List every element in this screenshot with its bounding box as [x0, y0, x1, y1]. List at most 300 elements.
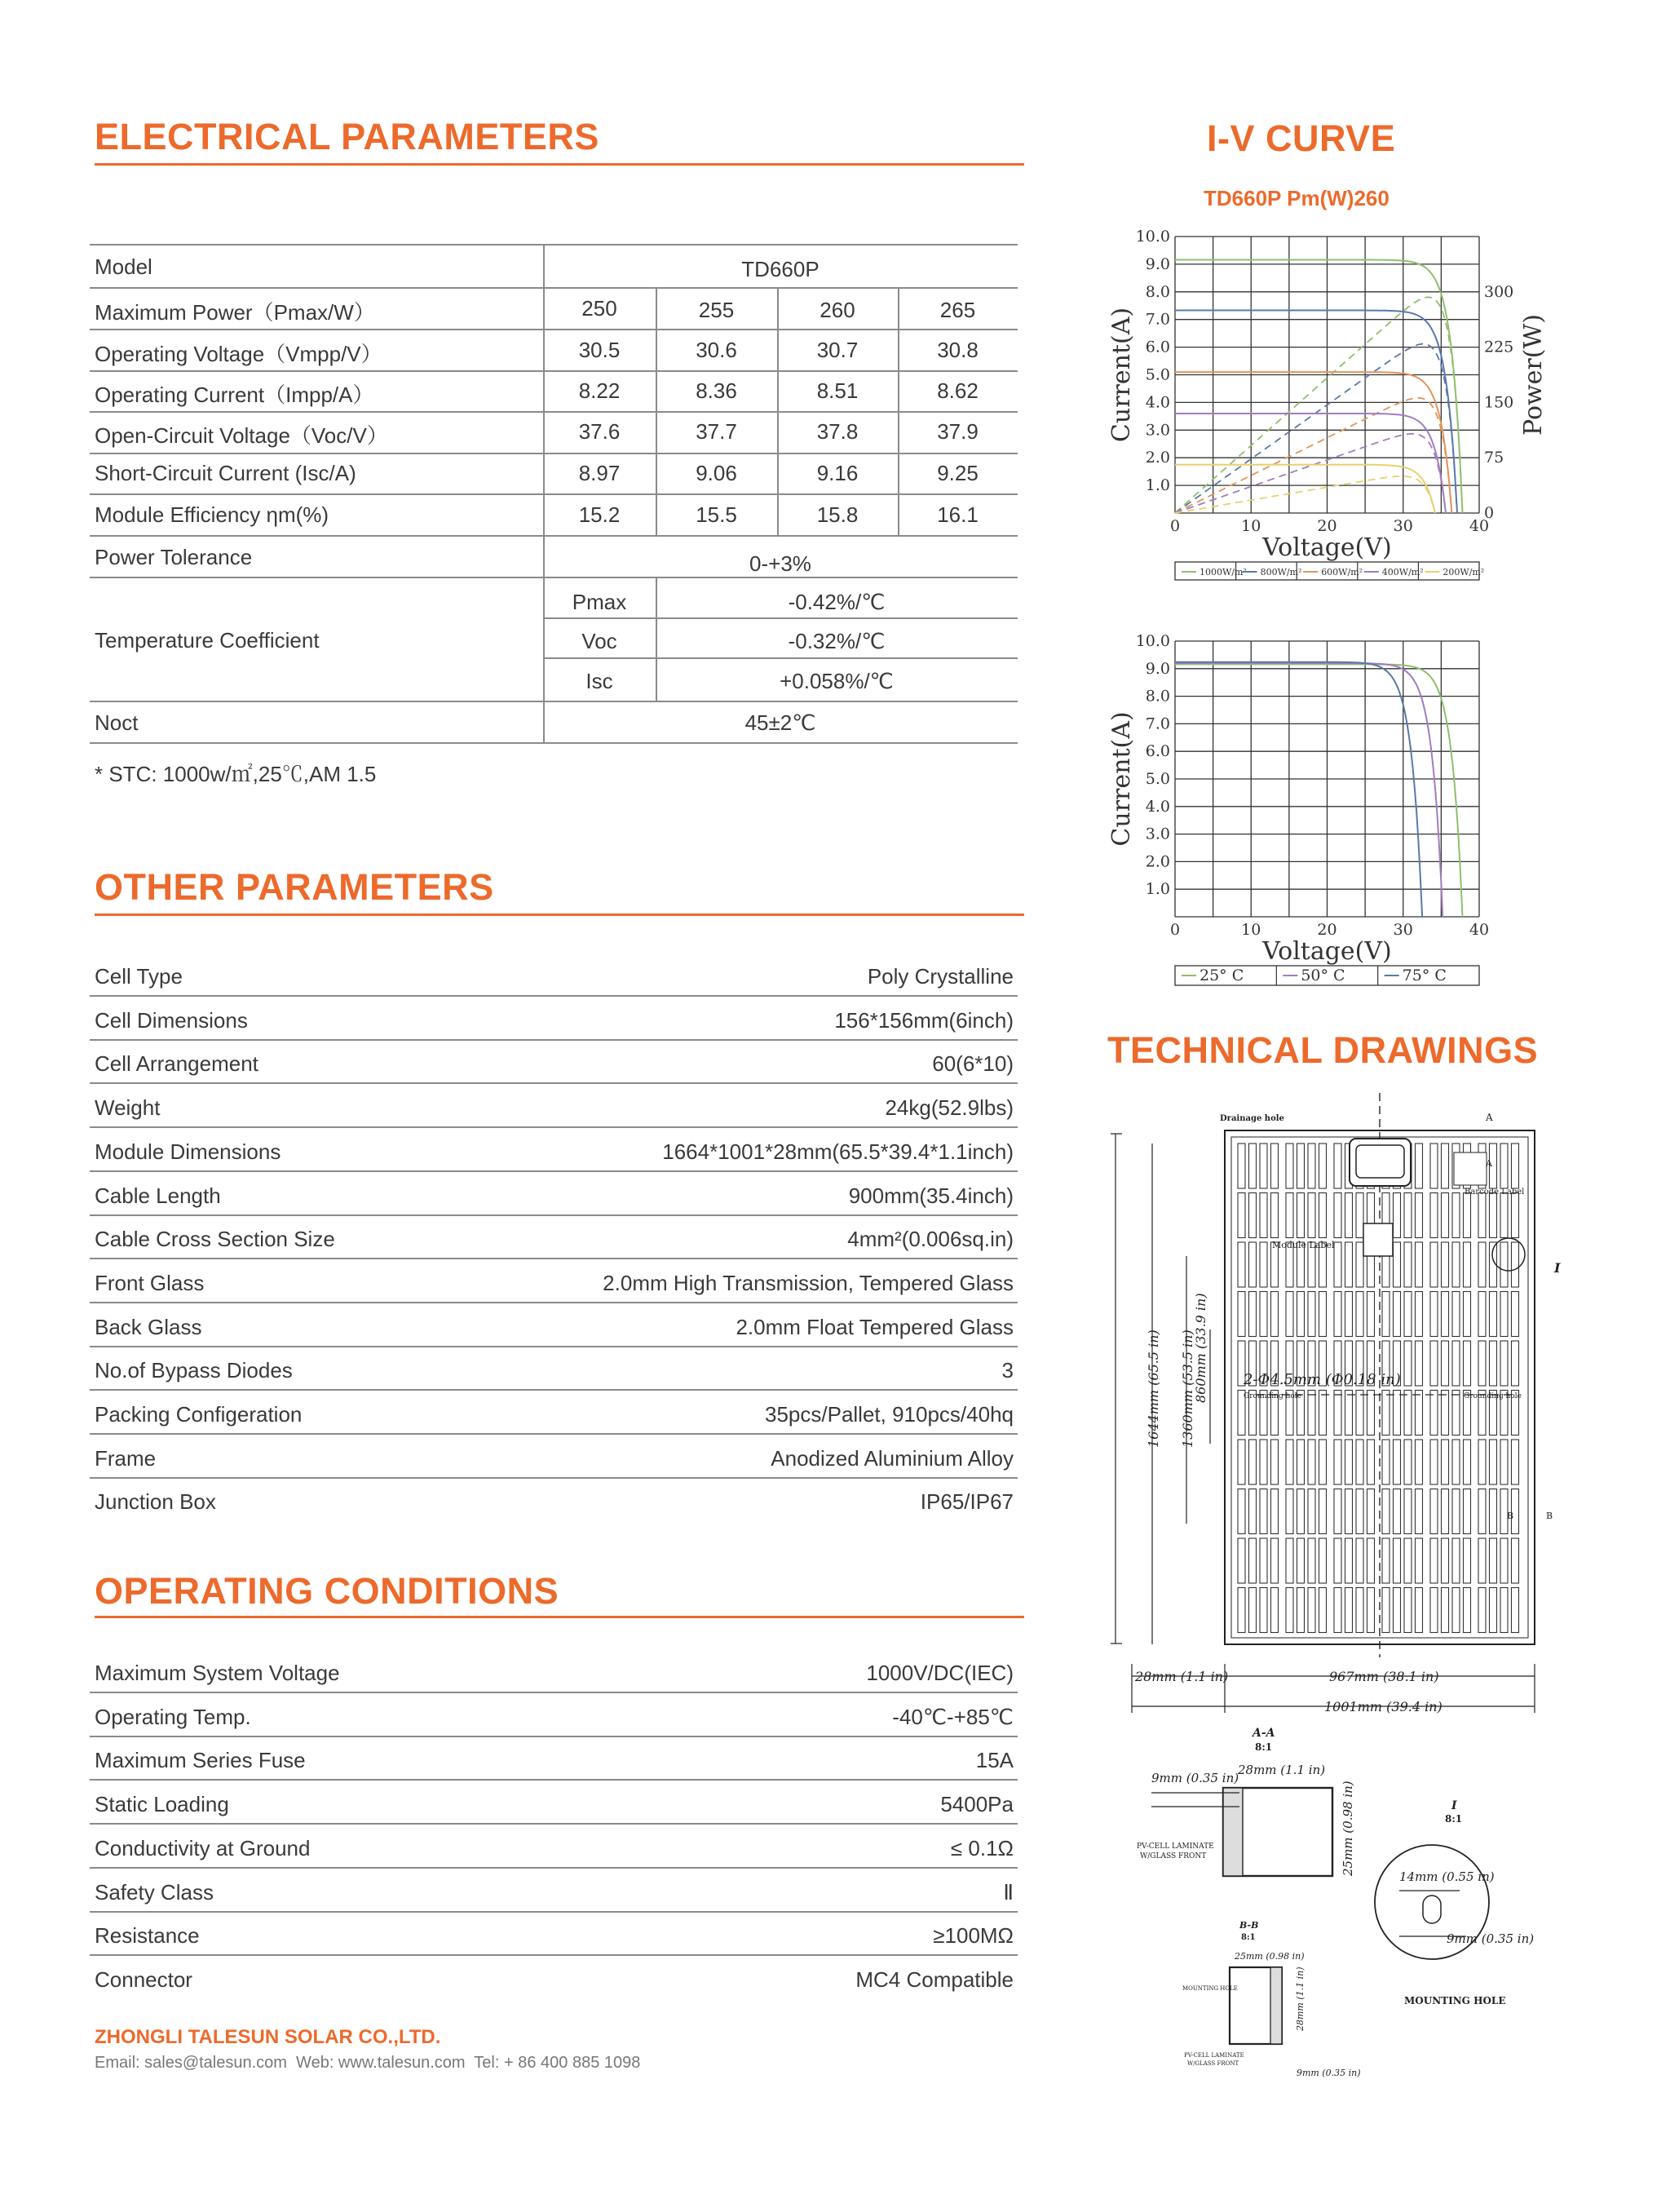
model-value: TD660P — [741, 257, 820, 281]
y-tick-label: 5.0 — [1145, 770, 1170, 788]
param-value: ≤ 0.1Ω — [950, 1835, 1014, 1860]
cell-value: 37.6 — [578, 419, 621, 444]
cell-strip — [1500, 1588, 1508, 1633]
y-tick-label: 8.0 — [1145, 687, 1170, 706]
cell-strip — [1394, 1588, 1401, 1633]
cell-strip — [1394, 1538, 1401, 1583]
cell-strip — [1297, 1292, 1305, 1337]
dim-label: 28mm (1.1 in) — [1135, 1669, 1229, 1684]
y-tick-label: 4.0 — [1145, 797, 1170, 816]
annotation: Module Label — [1272, 1240, 1335, 1250]
cell-strip — [1271, 1588, 1279, 1633]
param-value: 2.0mm Float Tempered Glass — [736, 1314, 1014, 1339]
cell-strip — [1452, 1292, 1460, 1337]
cell-strip — [1500, 1341, 1508, 1386]
row-rule — [90, 1736, 1018, 1737]
cell-strip — [1464, 1588, 1471, 1633]
row-label: Module Efficiency ηm(%) — [95, 502, 329, 527]
cell-strip — [1452, 1440, 1460, 1484]
legend-label-2: 75° C — [1402, 967, 1447, 984]
annotation: W/GLASS FRONT — [1187, 2060, 1239, 2067]
param-label: No.of Bypass Diodes — [95, 1358, 293, 1383]
x-axis-label: Voltage(V) — [1262, 533, 1392, 562]
cell-strip — [1500, 1242, 1508, 1287]
annotation: MOUNTING HOLE — [1182, 1985, 1238, 1992]
cell-value: 8.62 — [937, 378, 979, 403]
y2-tick-label: 0 — [1484, 504, 1495, 522]
row-rule — [90, 1779, 1018, 1781]
cell-strip — [1500, 1538, 1508, 1583]
row-rule — [90, 1346, 1018, 1347]
row-label: Operating Current（Impp/A） — [95, 383, 374, 407]
cell-strip — [1416, 1193, 1423, 1238]
dim-label: 967mm (38.1 in) — [1329, 1669, 1439, 1684]
cell-strip — [1319, 1489, 1327, 1534]
cell-strip — [1430, 1292, 1438, 1337]
barcode-box — [1454, 1152, 1487, 1185]
annotation: B — [1546, 1511, 1553, 1521]
row-rule — [90, 742, 1018, 744]
row-label: Operating Voltage（Vmpp/V） — [95, 342, 382, 366]
power-curve-2 — [1175, 398, 1451, 513]
cell-strip — [1430, 1440, 1438, 1484]
cell-strip — [1512, 1242, 1519, 1287]
x-tick-label: 40 — [1469, 921, 1490, 939]
cell-strip — [1238, 1538, 1245, 1583]
cell-strip — [1356, 1440, 1363, 1484]
tolerance-value: 0-+3% — [749, 551, 811, 576]
legend-label-3: 400W/m² — [1381, 567, 1424, 577]
cell-strip — [1430, 1489, 1438, 1534]
cell-strip — [1404, 1391, 1412, 1436]
x-tick-label: 20 — [1317, 921, 1337, 939]
annotation: Drainage hole — [1220, 1114, 1284, 1123]
y-tick-label: 10.0 — [1135, 228, 1170, 246]
cell-value: 8.36 — [696, 378, 737, 403]
row-rule — [90, 1911, 1018, 1913]
series-curve-0 — [1175, 664, 1463, 917]
cell-strip — [1345, 1538, 1353, 1583]
stc-note: * STC: 1000w/㎡,25℃,AM 1.5 — [95, 762, 377, 786]
operating-title: OPERATING CONDITIONS — [95, 1570, 559, 1612]
power-curve-1 — [1175, 344, 1457, 513]
cell-strip — [1490, 1341, 1497, 1386]
cell-strip — [1308, 1538, 1315, 1583]
cell-strip — [1394, 1193, 1401, 1238]
y2-axis-label: Power(W) — [1519, 313, 1548, 436]
cell-strip — [1478, 1341, 1486, 1386]
cell-strip — [1271, 1144, 1279, 1188]
param-label: Cell Type — [95, 964, 183, 989]
cell-strip — [1382, 1588, 1389, 1633]
cell-strip — [1404, 1588, 1412, 1633]
cell-strip — [1286, 1144, 1293, 1188]
param-label: Resistance — [95, 1923, 200, 1949]
cell-strip — [1249, 1242, 1257, 1287]
cell-strip — [1490, 1588, 1497, 1633]
cell-strip — [1356, 1538, 1363, 1583]
iv-title: I-V CURVE — [1207, 117, 1396, 159]
cell-strip — [1490, 1489, 1497, 1534]
other-title-underline — [95, 914, 1024, 916]
y-tick-label: 3.0 — [1145, 421, 1170, 440]
cell-strip — [1297, 1440, 1305, 1484]
annotation: B — [1507, 1511, 1514, 1521]
cell-strip — [1442, 1440, 1449, 1484]
dim-label: 14mm (0.55 in) — [1399, 1869, 1495, 1884]
cell-strip — [1260, 1292, 1267, 1337]
cell-strip — [1334, 1440, 1341, 1484]
cell-strip — [1394, 1242, 1401, 1287]
cell-strip — [1490, 1292, 1497, 1337]
row-rule — [90, 411, 1018, 413]
row-rule — [90, 1039, 1018, 1041]
dim-label: 25mm (0.98 in) — [1235, 1951, 1305, 1962]
param-value: 3 — [1001, 1358, 1014, 1383]
row-rule — [90, 1126, 1018, 1128]
cell-strip — [1319, 1588, 1327, 1633]
cell-value: 9.25 — [937, 461, 979, 485]
row-rule — [90, 1302, 1018, 1303]
cell-strip — [1345, 1489, 1353, 1534]
cell-strip — [1249, 1440, 1257, 1484]
cell-strip — [1238, 1193, 1245, 1238]
dim-label: 9mm (0.35 in) — [1297, 2068, 1361, 2078]
cell-strip — [1367, 1588, 1375, 1633]
cell-strip — [1356, 1193, 1363, 1238]
x-tick-label: 10 — [1241, 517, 1261, 535]
cell-strip — [1452, 1242, 1460, 1287]
cell-strip — [1512, 1193, 1519, 1238]
cell-strip — [1334, 1292, 1341, 1337]
cell-strip — [1356, 1391, 1363, 1436]
cell-value: 8.51 — [816, 378, 859, 403]
cell-strip — [1334, 1489, 1341, 1534]
cell-strip — [1249, 1489, 1257, 1534]
cell-strip — [1464, 1440, 1471, 1484]
cell-value: 37.9 — [937, 419, 979, 444]
row-rule — [90, 1214, 1018, 1216]
cell-value: 37.8 — [816, 419, 859, 444]
cell-strip — [1249, 1193, 1257, 1238]
cell-value: 30.6 — [696, 338, 737, 362]
electrical-title-underline — [95, 163, 1024, 166]
cell-strip — [1271, 1292, 1279, 1337]
legend-label-0: 25° C — [1199, 967, 1244, 984]
row-rule — [90, 1692, 1018, 1693]
cell-value: 15.5 — [696, 502, 737, 527]
cell-value: 250 — [581, 296, 617, 321]
param-label: Cell Dimensions — [95, 1007, 248, 1033]
section-scale: 8:1 — [1445, 1813, 1463, 1825]
cell-strip — [1442, 1391, 1449, 1436]
power-curve-4 — [1175, 476, 1435, 513]
row-rule — [90, 995, 1018, 997]
cell-value: 15.2 — [578, 502, 621, 527]
row-label: Short-Circuit Current (Isc/A) — [95, 461, 356, 485]
noct-label: Noct — [95, 710, 139, 735]
cell-strip — [1249, 1538, 1257, 1583]
row-rule — [90, 1954, 1018, 1956]
row-rule — [90, 493, 1018, 495]
dim-label: 1644mm (65.5 in) — [1146, 1329, 1161, 1448]
cell-strip — [1416, 1489, 1423, 1534]
temp-value: +0.058%/℃ — [780, 669, 894, 693]
section-scale: 8:1 — [1241, 1933, 1256, 1942]
cell-value: 30.7 — [816, 338, 859, 362]
y-tick-label: 2.0 — [1145, 449, 1170, 467]
annotation: Grounding hole — [1464, 1392, 1522, 1400]
cell-strip — [1345, 1193, 1353, 1238]
param-label: Packing Configeration — [95, 1402, 303, 1427]
cell-strip — [1260, 1242, 1267, 1287]
param-value: 15A — [975, 1748, 1014, 1773]
y-tick-label: 9.0 — [1145, 254, 1170, 273]
iv-subtitle: TD660P Pm(W)260 — [1204, 186, 1389, 210]
cell-strip — [1345, 1391, 1353, 1436]
param-label: Front Glass — [95, 1270, 205, 1295]
cell-strip — [1464, 1538, 1471, 1583]
cell-strip — [1286, 1588, 1293, 1633]
cell-value: 9.16 — [816, 461, 859, 485]
bb-flange — [1270, 1967, 1282, 2044]
cell-strip — [1490, 1538, 1497, 1583]
legend-label-1: 800W/m² — [1260, 567, 1302, 577]
cell-strip — [1512, 1588, 1519, 1633]
cell-strip — [1297, 1588, 1305, 1633]
series-curve-2 — [1175, 372, 1451, 513]
x-tick-label: 20 — [1317, 517, 1337, 535]
cell-strip — [1367, 1489, 1375, 1534]
temp-name: Isc — [585, 669, 613, 693]
param-label: Conductivity at Ground — [95, 1835, 311, 1860]
tolerance-label: Power Tolerance — [95, 545, 253, 569]
cell-strip — [1260, 1538, 1267, 1583]
cell-strip — [1260, 1193, 1267, 1238]
row-rule — [90, 1823, 1018, 1825]
param-label: Frame — [95, 1445, 157, 1471]
param-label: Maximum System Voltage — [95, 1661, 340, 1685]
y-tick-label: 10.0 — [1135, 632, 1170, 650]
cell-strip — [1416, 1144, 1423, 1188]
row-rule — [90, 1389, 1018, 1391]
iv-chart-irradiance — [1093, 220, 1548, 587]
param-label: Back Glass — [95, 1314, 202, 1339]
cell-strip — [1404, 1193, 1412, 1238]
cell-strip — [1478, 1440, 1486, 1484]
param-label: Cell Arrangement — [95, 1051, 258, 1077]
cell-strip — [1430, 1341, 1438, 1386]
x-tick-label: 10 — [1241, 921, 1261, 939]
row-rule — [90, 1258, 1018, 1259]
legend-label-4: 200W/m² — [1442, 567, 1485, 577]
param-value: Ⅱ — [1003, 1879, 1014, 1905]
cell-strip — [1319, 1538, 1327, 1583]
cell-strip — [1367, 1292, 1375, 1337]
annotation: MOUNTING HOLE — [1404, 1995, 1506, 2006]
cell-strip — [1319, 1440, 1327, 1484]
param-value: Poly Crystalline — [867, 964, 1014, 989]
cell-value: 15.8 — [816, 502, 859, 527]
cell-strip — [1512, 1440, 1519, 1484]
y2-tick-label: 150 — [1484, 393, 1514, 412]
cell-strip — [1367, 1440, 1375, 1484]
cell-strip — [1512, 1292, 1519, 1337]
y-tick-label: 7.0 — [1145, 310, 1170, 329]
annotation: Grounding hole — [1244, 1392, 1301, 1400]
dim-label: 28mm (1.1 in) — [1238, 1763, 1326, 1777]
param-label: Static Loading — [95, 1792, 229, 1817]
cell-strip — [1238, 1440, 1245, 1484]
param-label: Junction Box — [95, 1489, 216, 1515]
y-tick-label: 9.0 — [1145, 659, 1170, 678]
param-label: Operating Temp. — [95, 1704, 251, 1729]
cell-strip — [1249, 1292, 1257, 1337]
x-axis-label: Voltage(V) — [1262, 937, 1392, 966]
x-tick-label: 0 — [1169, 517, 1181, 535]
cell-strip — [1404, 1242, 1412, 1287]
dim-label: 9mm (0.35 in) — [1151, 1771, 1239, 1785]
temp-coeff-label: Temperature Coefficient — [95, 628, 320, 653]
param-value: 1000V/DC(IEC) — [866, 1661, 1014, 1685]
dim-label: 25mm (0.98 in) — [1341, 1781, 1355, 1876]
cell-strip — [1442, 1538, 1449, 1583]
cell-strip — [1430, 1538, 1438, 1583]
cell-strip — [1238, 1489, 1245, 1534]
y-tick-label: 6.0 — [1145, 338, 1170, 356]
cell-strip — [1367, 1391, 1375, 1436]
param-value: 900mm(35.4inch) — [848, 1183, 1014, 1208]
row-rule — [90, 244, 1018, 246]
aa-flange — [1223, 1788, 1243, 1876]
row-rule — [90, 1477, 1018, 1479]
cell-strip — [1308, 1391, 1315, 1436]
cell-strip — [1430, 1144, 1438, 1188]
row-rule — [90, 1867, 1018, 1869]
param-label: Connector — [95, 1966, 192, 1992]
cell-strip — [1271, 1193, 1279, 1238]
cell-value: 30.5 — [578, 338, 621, 362]
dim-label: 9mm (0.35 in) — [1447, 1931, 1535, 1946]
cell-strip — [1238, 1292, 1245, 1337]
cell-value: 30.8 — [937, 338, 979, 362]
param-value: MC4 Compatible — [855, 1966, 1014, 1992]
row-rule — [90, 370, 1018, 372]
cell-strip — [1416, 1292, 1423, 1337]
cell-strip — [1286, 1292, 1293, 1337]
cell-strip — [1345, 1242, 1353, 1287]
cell-strip — [1464, 1242, 1471, 1287]
cell-strip — [1394, 1292, 1401, 1337]
section-title: A-A — [1252, 1727, 1275, 1740]
cell-strip — [1345, 1588, 1353, 1633]
cell-strip — [1430, 1242, 1438, 1287]
y2-tick-label: 225 — [1484, 338, 1514, 356]
cell-strip — [1297, 1144, 1305, 1188]
cell-strip — [1430, 1391, 1438, 1436]
x-tick-label: 0 — [1169, 921, 1181, 939]
noct-value: 45±2℃ — [744, 710, 816, 735]
col-rule — [656, 287, 657, 535]
temp-value: -0.42%/℃ — [788, 590, 886, 614]
y-tick-label: 1.0 — [1145, 476, 1170, 495]
y-tick-label: 6.0 — [1145, 742, 1170, 761]
cell-strip — [1334, 1391, 1341, 1436]
legend-label-1: 50° C — [1301, 967, 1345, 984]
cell-strip — [1286, 1440, 1293, 1484]
temp-name: Voc — [581, 629, 617, 653]
cell-strip — [1238, 1144, 1245, 1188]
cell-strip — [1452, 1341, 1460, 1386]
iv-chart-temperature — [1093, 630, 1517, 997]
i-slot — [1423, 1896, 1441, 1923]
cell-strip — [1286, 1489, 1293, 1534]
param-value: IP65/IP67 — [920, 1489, 1014, 1515]
cell-strip — [1464, 1193, 1471, 1238]
legend-label-2: 600W/m² — [1321, 567, 1363, 577]
cell-strip — [1367, 1538, 1375, 1583]
cell-strip — [1334, 1144, 1341, 1188]
cell-strip — [1464, 1292, 1471, 1337]
cell-strip — [1297, 1193, 1305, 1238]
row-rule — [90, 1170, 1018, 1172]
cell-strip — [1404, 1538, 1412, 1583]
cell-strip — [1416, 1242, 1423, 1287]
cell-strip — [1430, 1588, 1438, 1633]
param-value: 156*156mm(6inch) — [834, 1007, 1014, 1033]
x-tick-label: 30 — [1393, 517, 1413, 535]
cell-strip — [1464, 1341, 1471, 1386]
row-rule — [543, 617, 1018, 619]
cell-strip — [1356, 1292, 1363, 1337]
param-label: Weight — [95, 1095, 161, 1121]
cell-strip — [1442, 1292, 1449, 1337]
cell-strip — [1442, 1341, 1449, 1386]
cell-strip — [1319, 1193, 1327, 1238]
annotation: A — [1486, 1158, 1492, 1169]
cell-strip — [1297, 1538, 1305, 1583]
y-axis-label: Current(A) — [1107, 307, 1136, 443]
cell-strip — [1286, 1538, 1293, 1583]
row-rule — [90, 535, 1018, 537]
cell-strip — [1452, 1391, 1460, 1436]
param-value: 60(6*10) — [932, 1051, 1014, 1077]
cell-strip — [1319, 1144, 1327, 1188]
cell-strip — [1308, 1440, 1315, 1484]
cell-strip — [1334, 1588, 1341, 1633]
annotation: PV-CELL LAMINATE — [1137, 1843, 1214, 1851]
cell-strip — [1308, 1489, 1315, 1534]
cell-strip — [1356, 1489, 1363, 1534]
cell-strip — [1238, 1242, 1245, 1287]
company-name: ZHONGLI TALESUN SOLAR CO.,LTD. — [95, 2026, 441, 2048]
param-value: 24kg(52.9lbs) — [885, 1095, 1014, 1121]
param-label: Cable Cross Section Size — [95, 1227, 335, 1252]
cell-strip — [1286, 1193, 1293, 1238]
annotation: Barcode Label — [1465, 1188, 1525, 1197]
cell-strip — [1382, 1489, 1389, 1534]
row-rule — [90, 329, 1018, 330]
cell-strip — [1382, 1292, 1389, 1337]
cell-strip — [1500, 1193, 1508, 1238]
param-label: Maximum Series Fuse — [95, 1748, 306, 1773]
param-value: Anodized Aluminium Alloy — [771, 1445, 1014, 1471]
cell-strip — [1356, 1242, 1363, 1287]
row-rule — [90, 701, 1018, 702]
annotation: PV-CELL LAMINATE — [1184, 2052, 1244, 2059]
cell-strip — [1260, 1489, 1267, 1534]
y-tick-label: 5.0 — [1145, 365, 1170, 384]
